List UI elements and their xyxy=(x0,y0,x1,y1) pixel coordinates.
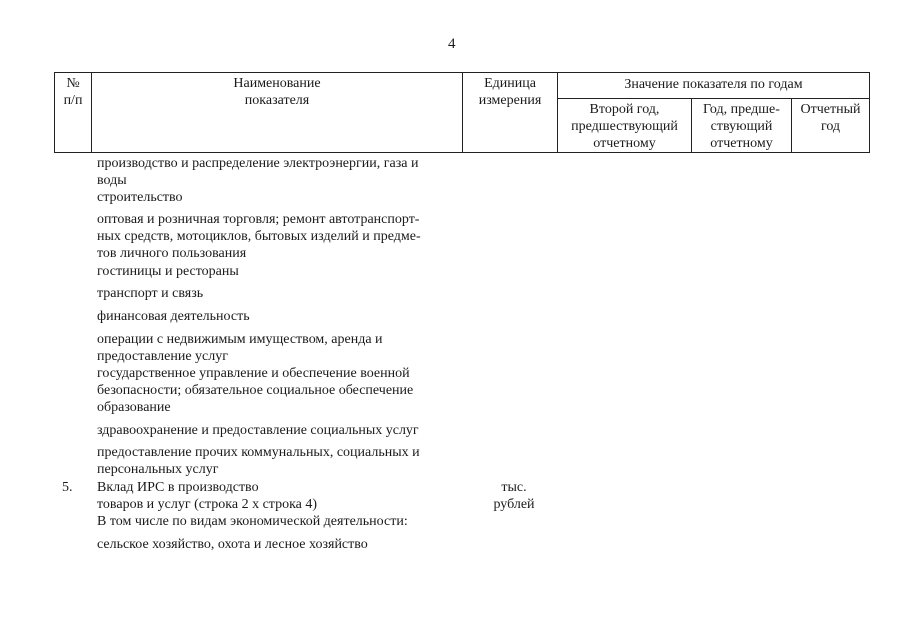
table-row xyxy=(97,536,368,553)
table-row xyxy=(97,155,418,189)
header-report-year-line: Отчетный xyxy=(800,102,861,117)
header-prev-year-line: ствующий xyxy=(710,119,773,134)
row-number: 5. xyxy=(62,480,73,495)
row-text: здравоохранение и предоставление социальных услуг xyxy=(97,423,419,438)
row-text: производство и распределение электроэнергии, газа и xyxy=(97,156,419,171)
header-num-line: № xyxy=(66,76,80,91)
row-text: безопасности; обязательное социальное обеспечение xyxy=(97,383,414,398)
row-text: операции с недвижимым имуществом, аренда и xyxy=(97,332,383,347)
header-report-year-line: год xyxy=(820,119,841,134)
table-row xyxy=(97,285,203,302)
row-text: государственное управление и обеспечение военной xyxy=(97,366,410,381)
header-prev-year xyxy=(691,98,792,153)
header-num-line: п/п xyxy=(63,93,83,108)
header-values-group: Значение показателя по годам xyxy=(557,72,870,99)
table-row xyxy=(97,189,183,206)
header-second-year-line: Второй год, xyxy=(589,102,660,117)
header-unit xyxy=(462,72,558,153)
row-text: финансовая деятельность xyxy=(97,309,250,324)
table-row xyxy=(97,513,408,530)
header-prev-year-line: Год, предше- xyxy=(703,102,780,117)
row-text: транспорт и связь xyxy=(97,286,204,301)
table-row xyxy=(97,211,421,262)
row-unit xyxy=(486,479,542,513)
header-second-year xyxy=(557,98,692,153)
row-text: воды xyxy=(97,173,127,188)
header-prev-year-line: отчетному xyxy=(710,136,773,151)
row-unit-line: рублей xyxy=(493,497,535,512)
header-second-year-line: отчетному xyxy=(593,136,656,151)
row-text: строительство xyxy=(97,190,183,205)
row-text: тов личного пользования xyxy=(97,246,247,261)
table-row xyxy=(97,263,239,280)
row-text: товаров и услуг (строка 2 х строка 4) xyxy=(97,497,318,512)
header-name-line: Наименование xyxy=(233,76,321,91)
header-second-year-line: предшествующий xyxy=(571,119,678,134)
header-name xyxy=(91,72,463,153)
row-text: сельское хозяйство, охота и лесное хозяйство xyxy=(97,537,368,552)
row-text: Вклад ИРС в производство xyxy=(97,480,259,495)
row-text: В том числе по видам экономической деятельности: xyxy=(97,514,408,529)
table-row xyxy=(97,331,383,365)
row-text: персональных услуг xyxy=(97,462,219,477)
header-unit-line: измерения xyxy=(478,93,542,108)
table-row xyxy=(97,444,420,478)
row-unit-line: тыс. xyxy=(501,480,527,495)
header-unit-line: Единица xyxy=(484,76,536,91)
row-text: ных средств, мотоциклов, бытовых изделий и предме- xyxy=(97,229,421,244)
header-name-line: показателя xyxy=(244,93,310,108)
row-text: предоставление прочих коммунальных, социальных и xyxy=(97,445,420,460)
row-text: образование xyxy=(97,400,171,415)
row-text: гостиницы и рестораны xyxy=(97,264,239,279)
header-report-year xyxy=(791,98,870,153)
table-row xyxy=(97,399,171,416)
table-row xyxy=(97,422,419,439)
row-text: предоставление услуг xyxy=(97,349,228,364)
table-row xyxy=(97,479,317,513)
table-row xyxy=(97,365,413,399)
row-text: оптовая и розничная торговля; ремонт автотранспорт- xyxy=(97,212,420,227)
page-number: 4 xyxy=(448,36,456,52)
header-num xyxy=(54,72,92,153)
table-row xyxy=(97,308,250,325)
